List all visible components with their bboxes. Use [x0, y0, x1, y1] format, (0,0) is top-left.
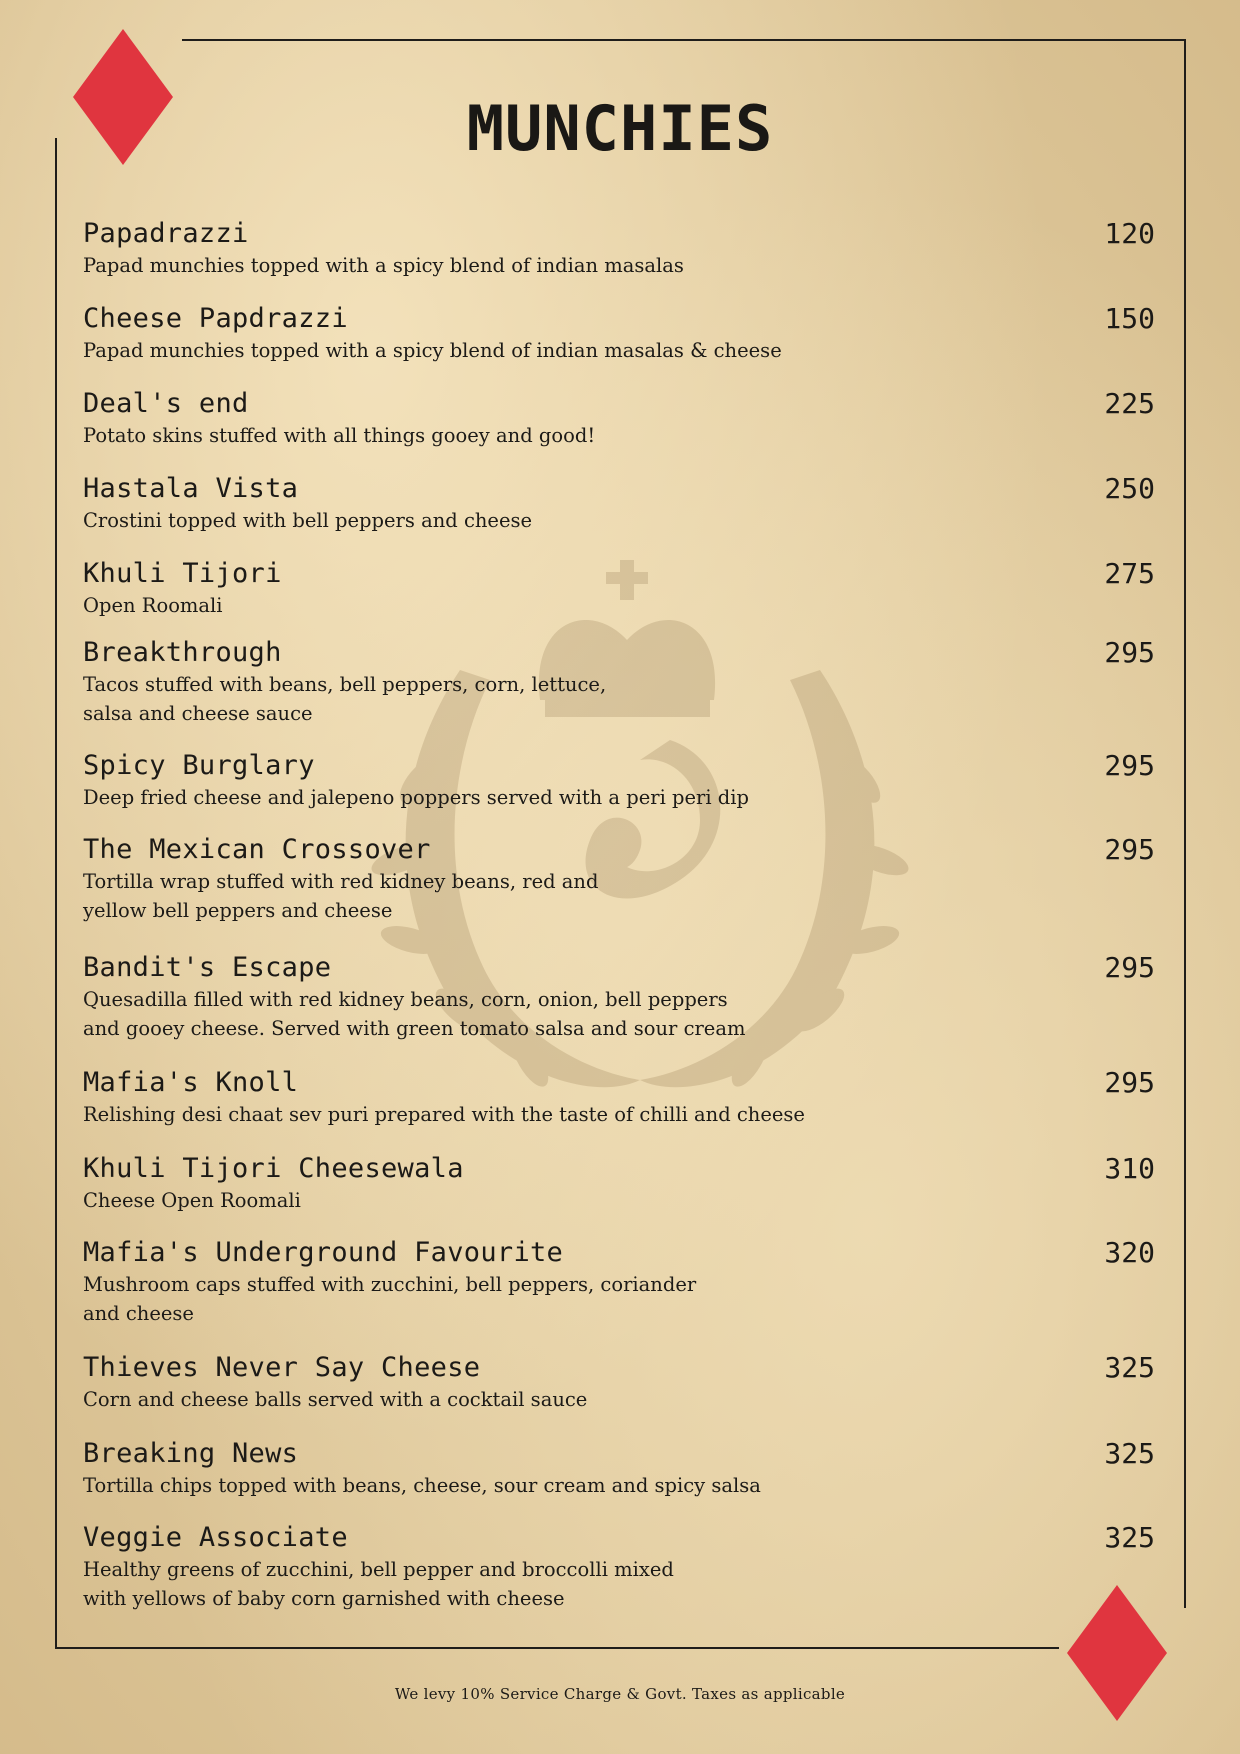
item-price: 295	[1104, 749, 1155, 782]
item-name: Papadrazzi	[83, 218, 249, 249]
item-description: Healthy greens of zucchini, bell pepper and broccolli mixed with yellows of baby corn garnished with cheese	[83, 1558, 674, 1610]
item-price: 275	[1104, 557, 1155, 590]
menu-item	[83, 472, 1155, 557]
menu-item	[83, 833, 1155, 951]
item-price: 295	[1104, 1066, 1155, 1099]
service-charge-note: We levy 10% Service Charge & Govt. Taxes as applicable	[394, 1685, 846, 1703]
frame-bottom-line	[55, 1647, 1059, 1649]
menu-item	[83, 951, 1155, 1066]
menu-item	[83, 217, 1155, 302]
frame-left-line	[55, 138, 57, 1648]
menu-item	[83, 1351, 1155, 1437]
item-price: 250	[1104, 472, 1155, 505]
item-name: Veggie Associate	[83, 1522, 348, 1553]
item-name: Khuli Tijori Cheesewala	[83, 1153, 464, 1184]
menu-item	[83, 636, 1155, 749]
frame-top-line	[182, 39, 1186, 41]
item-price: 325	[1104, 1437, 1155, 1470]
item-description: Papad munchies topped with a spicy blend of indian masalas & cheese	[83, 339, 782, 362]
menu-item	[83, 557, 1155, 636]
item-price: 310	[1104, 1152, 1155, 1185]
item-name: Cheese Papdrazzi	[83, 303, 348, 334]
item-name: Spicy Burglary	[83, 750, 315, 781]
menu-list	[83, 217, 1155, 1621]
item-description: Tacos stuffed with beans, bell peppers, corn, lettuce, salsa and cheese sauce	[83, 673, 607, 725]
item-name: Deal's end	[83, 388, 249, 419]
item-price: 120	[1104, 217, 1155, 250]
item-description: Crostini topped with bell peppers and cheese	[83, 509, 533, 532]
item-name: Breakthrough	[83, 637, 282, 668]
item-price: 320	[1104, 1236, 1155, 1269]
item-name: The Mexican Crossover	[83, 834, 431, 865]
item-name: Mafia's Knoll	[83, 1067, 299, 1098]
menu-item	[83, 387, 1155, 472]
menu-item	[83, 749, 1155, 833]
item-name: Hastala Vista	[83, 473, 299, 504]
menu-item	[83, 1066, 1155, 1152]
page-title: MUNCHIES	[466, 92, 774, 165]
item-description: Tortilla wrap stuffed with red kidney beans, red and yellow bell peppers and cheese	[83, 870, 599, 922]
menu-item	[83, 1521, 1155, 1621]
item-price: 150	[1104, 302, 1155, 335]
item-price: 325	[1104, 1351, 1155, 1384]
item-description: Open Roomali	[83, 594, 223, 617]
item-description: Potato skins stuffed with all things gooey and good!	[83, 424, 596, 447]
item-name: Breaking News	[83, 1438, 299, 1469]
menu-item	[83, 1437, 1155, 1521]
item-description: Relishing desi chaat sev puri prepared with the taste of chilli and cheese	[83, 1103, 805, 1126]
item-price: 225	[1104, 387, 1155, 420]
item-name: Thieves Never Say Cheese	[83, 1352, 481, 1383]
item-description: Corn and cheese balls served with a cocktail sauce	[83, 1388, 588, 1411]
menu-item	[83, 1236, 1155, 1351]
item-price: 295	[1104, 951, 1155, 984]
item-description: Tortilla chips topped with beans, cheese, sour cream and spicy salsa	[83, 1474, 761, 1497]
item-description: Quesadilla filled with red kidney beans, corn, onion, bell peppers and gooey cheese. Served with green tomato salsa and sour cream	[83, 988, 746, 1040]
item-price: 295	[1104, 636, 1155, 669]
menu-item	[83, 302, 1155, 387]
frame-right-line	[1184, 39, 1186, 1608]
item-description: Papad munchies topped with a spicy blend of indian masalas	[83, 254, 684, 277]
menu-item	[83, 1152, 1155, 1236]
item-name: Mafia's Underground Favourite	[83, 1237, 564, 1268]
item-description: Deep fried cheese and jalepeno poppers served with a peri peri dip	[83, 786, 749, 809]
item-description: Mushroom caps stuffed with zucchini, bell peppers, coriander and cheese	[83, 1273, 697, 1325]
item-description: Cheese Open Roomali	[83, 1189, 301, 1212]
item-price: 325	[1104, 1521, 1155, 1554]
item-name: Bandit's Escape	[83, 952, 332, 983]
item-price: 295	[1104, 833, 1155, 866]
item-name: Khuli Tijori	[83, 558, 282, 589]
